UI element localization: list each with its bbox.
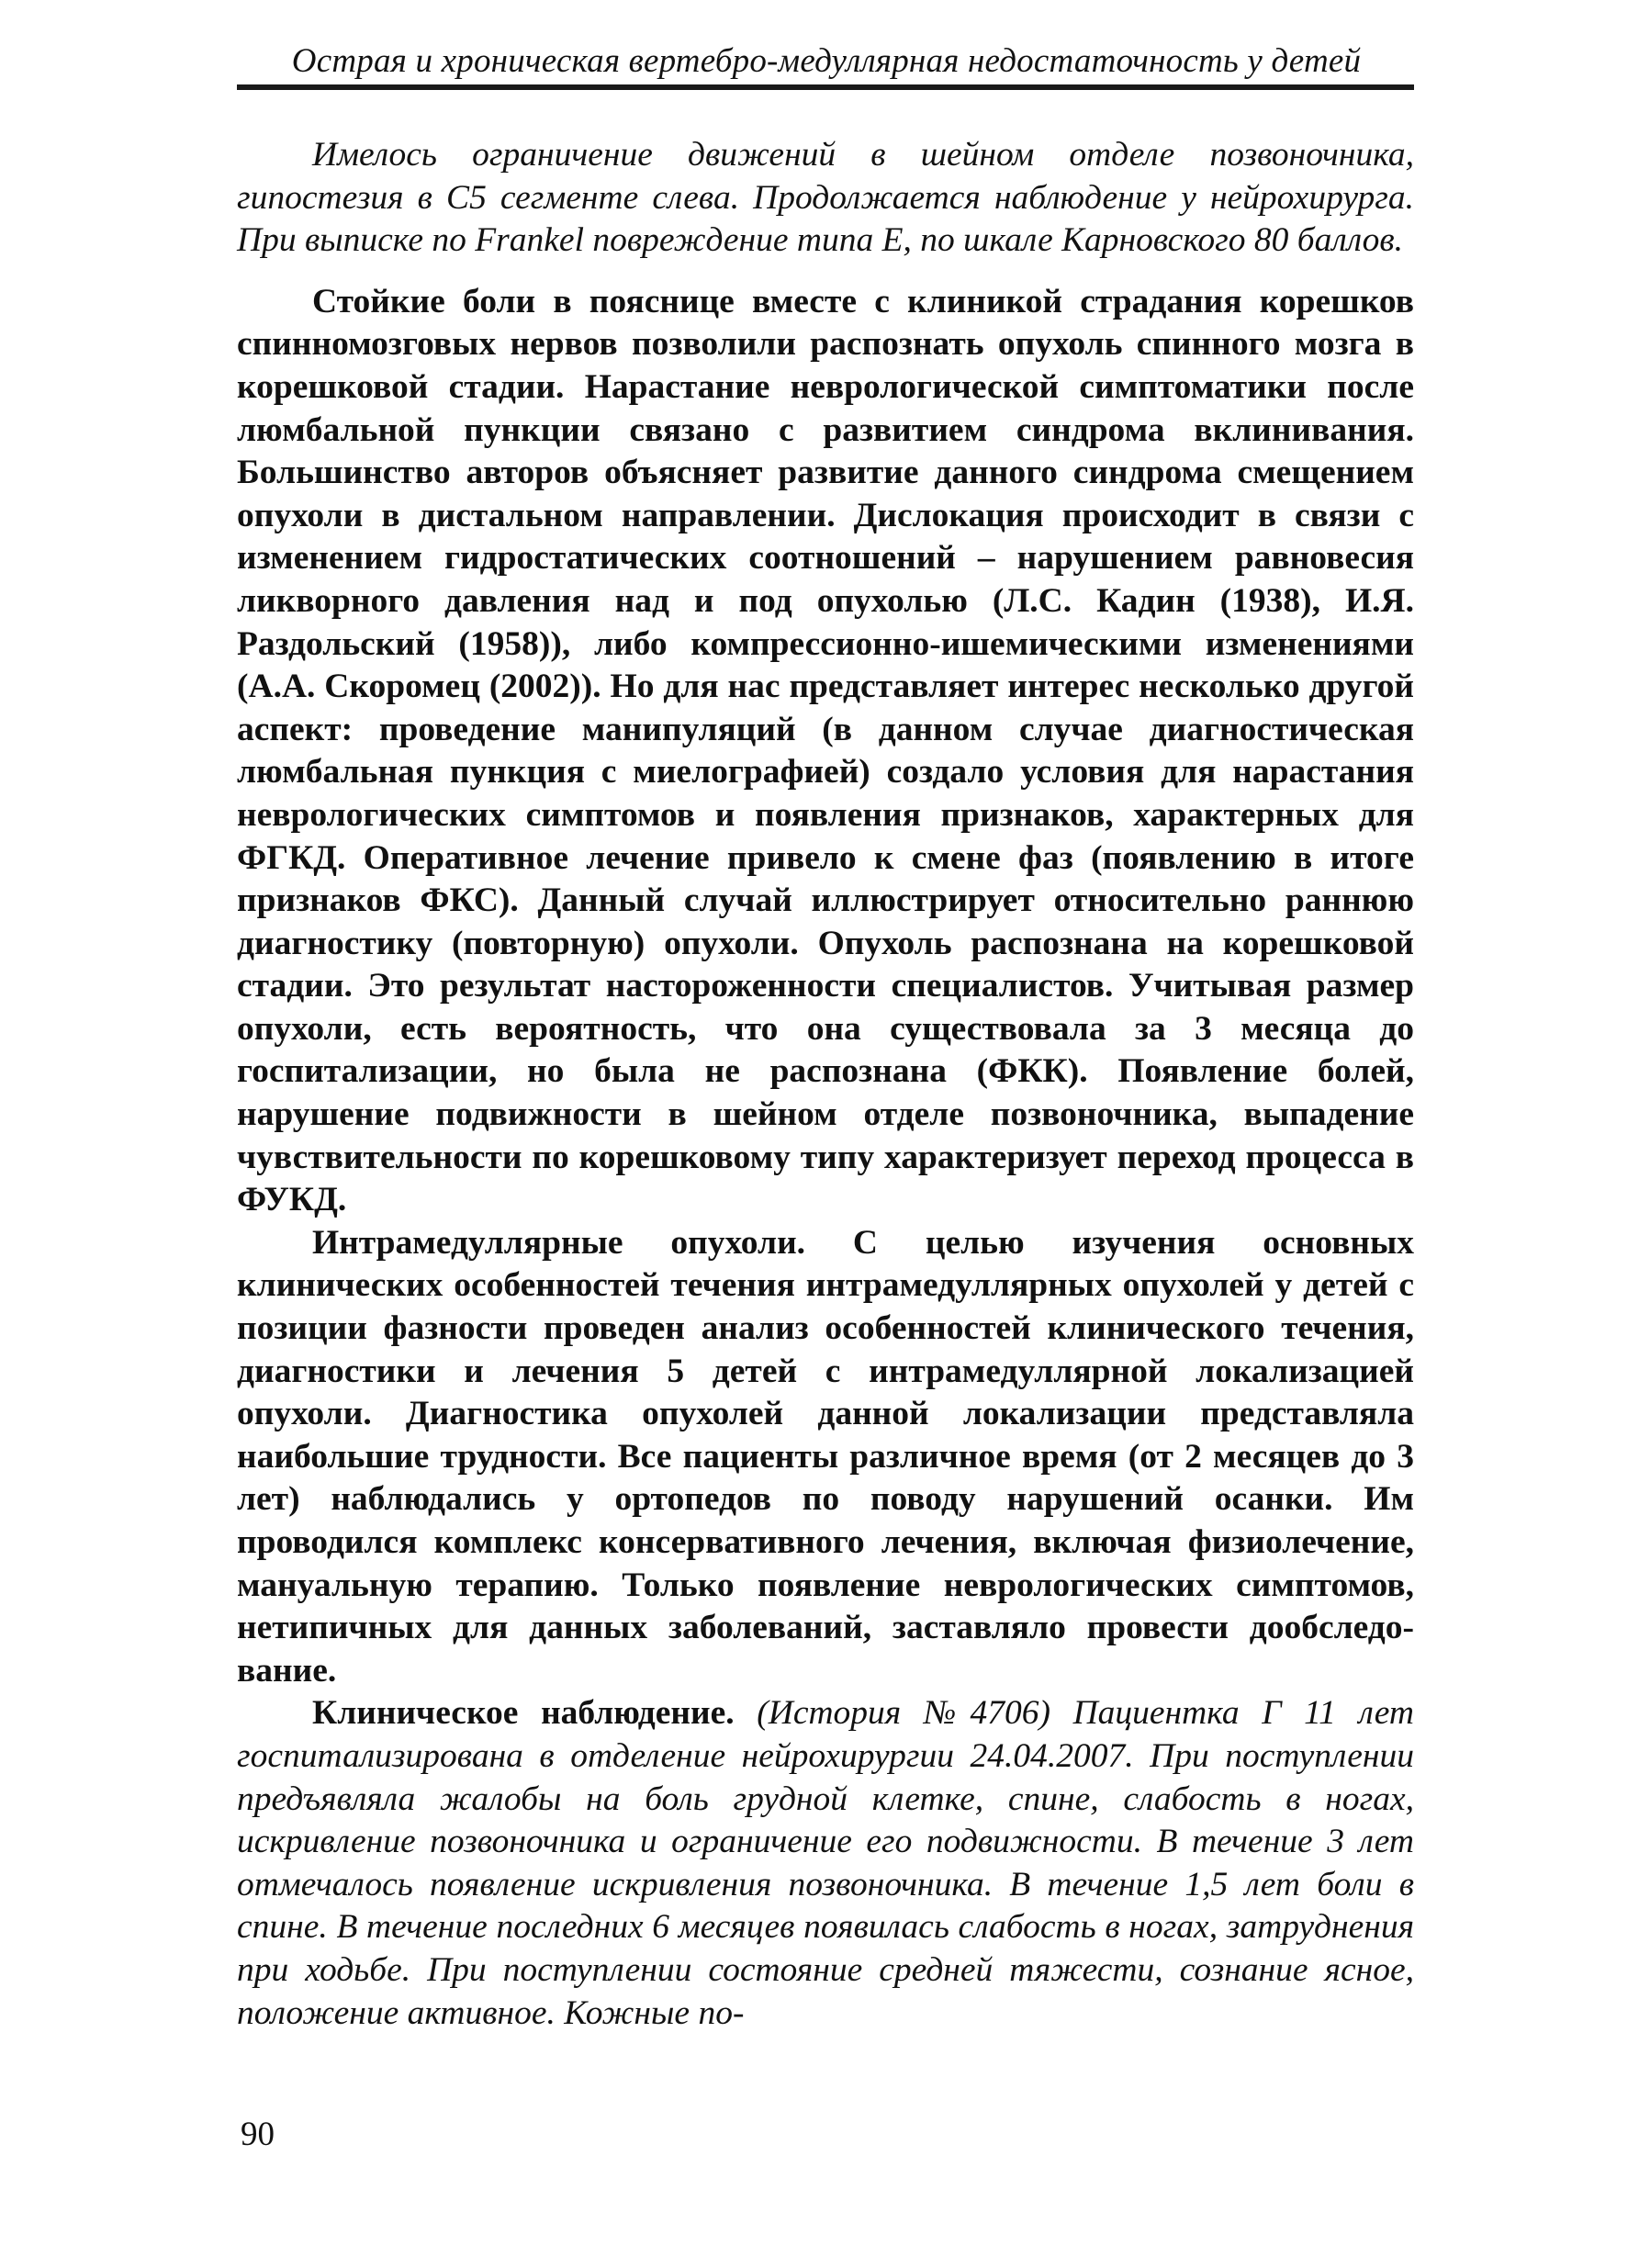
header-rule <box>237 84 1414 90</box>
case-paragraph <box>237 1692 1414 2035</box>
discussion-paragraph: Стойкие боли в пояснице вместе с клиникой страдания корешков спинномозговых нервов позволили распознать опухоль спинного мозга в корешковой стадии. Нарастание неврологической симптоматики после люмбальной пункции связано с развитием синдрома вклинивания. Большинство авторов объясняет развитие данного синдрома смещением опухоли в дистальном направлении. Дислокация происходит в связи с изменением гидростатических соотношений – нарушением равновесия ликворного давления над и под опухолью (Л.С. Кадин (1938), И.Я. Раздольский (1958)), либо компрессионно-ишемическими изменениями (А.А. Скоромец (2002)). Но для нас представляет интерес несколько другой аспект: проведение манипуляций (в данном случае диагностическая люмбальная пункция с миелографией) создало условия для нарастания неврологических симптомов и появления признаков, характерных для ФГКД. Оперативное лечение привело к смене фаз (появлению в итоге признаков ФКС). Данный случай иллюстрирует относительно раннюю диагностику (повторную) опухоли. Опухоль распознана на корешковой стадии. Это результат настороженности специалистов. Учитывая размер опухоли, есть вероятность, что она существовала за 3 месяца до госпитализации, но была не распознана (ФКК). Появление болей, нарушение подвижности в шейном отделе позвоночника, выпадение чувствительности по корешковому типу характеризует переход процесса в ФУКД. <box>237 282 1414 1219</box>
section-heading-intramedullary: Интрамедуллярные опухоли. <box>312 1223 806 1262</box>
body-content <box>237 134 1414 2035</box>
case-text: (История №4706) Пациентка Г 11 лет госпитализирована в отделение нейрохирургии 24.04.2007. При поступлении предъявляла жалобы на боль грудной клетке, спине, слабость в ногах, искривление позвоночника и ограничение его подвижности. В течение 3 лет отмечалось появление искривления позвоночника. В течение 1,5 лет боли в спине. В течение последних 6 месяцев появилась слабость в ногах, затруднения при ходьбе. При поступлении состояние средней тяжести, сознание ясное, положение активное. Кожные по- <box>237 1694 1414 2032</box>
running-head: Острая и хроническая вертебро-медуллярная недостаточность у детей <box>291 42 1362 80</box>
page-number: 90 <box>241 2116 275 2153</box>
intro-paragraph: Имелось ограничение движений в шейном отделе позвоночника, гипостезия в С5 сегменте слева. Продолжается наблюдение у нейрохирурга. При выписке по Frankel повреждение типа Е, по шкале Карновского 80 баллов. <box>237 136 1414 260</box>
intramedullary-text: С целью изучения основных клинических особенностей течения интрамедуллярных опухолей у детей с позиции фазности проведен анализ особенностей клинического течения, диагностики и лечения 5 детей с интрамедуллярной локализацией опухоли. Диагностика опухолей данной локализации представляла наибольшие трудности. Все пациенты различное время (от 2 месяцев до 3 лет) наблюдались у ортопедов по поводу нарушений осанки. Им проводился комплекс консервативного лечения, включая физиолечение, мануальную терапию. Только появление неврологических симптомов, нетипичных для данных заболеваний, заставляло провести дообследо-вание. <box>237 1223 1414 1690</box>
intramedullary-paragraph <box>237 1222 1414 1693</box>
section-heading-case: Клиническое наблюдение. <box>312 1694 735 1733</box>
